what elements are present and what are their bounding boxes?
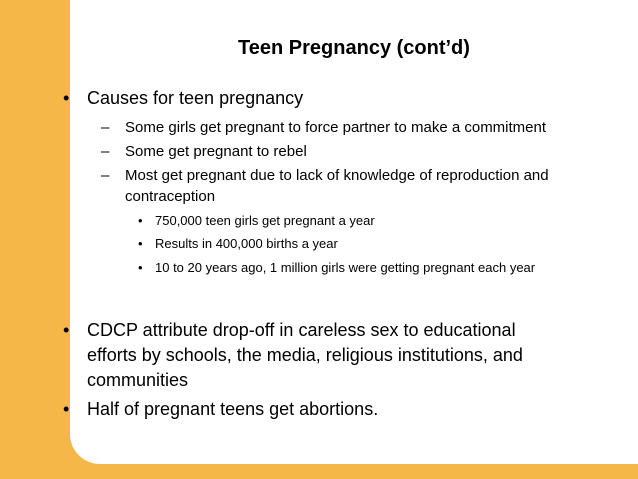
- bullet-cdcp-line2: efforts by schools, the media, religious institutions, and: [87, 345, 523, 365]
- dash-icon: –: [101, 167, 110, 184]
- bullet-causes: Causes for teen pregnancy: [87, 88, 304, 108]
- sub-bullet-commitment: Some girls get pregnant to force partner to make a commitment: [125, 119, 547, 136]
- stat-past: 10 to 20 years ago, 1 million girls were getting pregnant each year: [155, 260, 536, 275]
- sub-bullet-rebel: Some get pregnant to rebel: [125, 143, 307, 160]
- bullet-icon: •: [63, 320, 70, 340]
- slide-title: Teen Pregnancy (cont’d): [238, 37, 470, 59]
- bullet-icon: •: [63, 399, 70, 419]
- bullet-icon: •: [138, 236, 143, 251]
- slide-content-panel: [70, 0, 638, 464]
- bullet-abortions: Half of pregnant teens get abortions.: [87, 399, 379, 419]
- bullet-cdcp-line3: communities: [87, 370, 189, 390]
- dash-icon: –: [101, 143, 110, 160]
- stat-750k: 750,000 teen girls get pregnant a year: [155, 213, 375, 228]
- bullet-icon: •: [63, 88, 70, 108]
- bullet-cdcp-line1: CDCP attribute drop-off in careless sex to educational: [87, 320, 516, 340]
- sub-bullet-knowledge-line2: contraception: [125, 188, 216, 205]
- sub-bullet-knowledge-line1: Most get pregnant due to lack of knowledge of reproduction and: [125, 167, 549, 184]
- bullet-icon: •: [138, 260, 143, 275]
- bullet-icon: •: [138, 213, 143, 228]
- stat-births: Results in 400,000 births a year: [155, 236, 338, 251]
- dash-icon: –: [101, 119, 110, 136]
